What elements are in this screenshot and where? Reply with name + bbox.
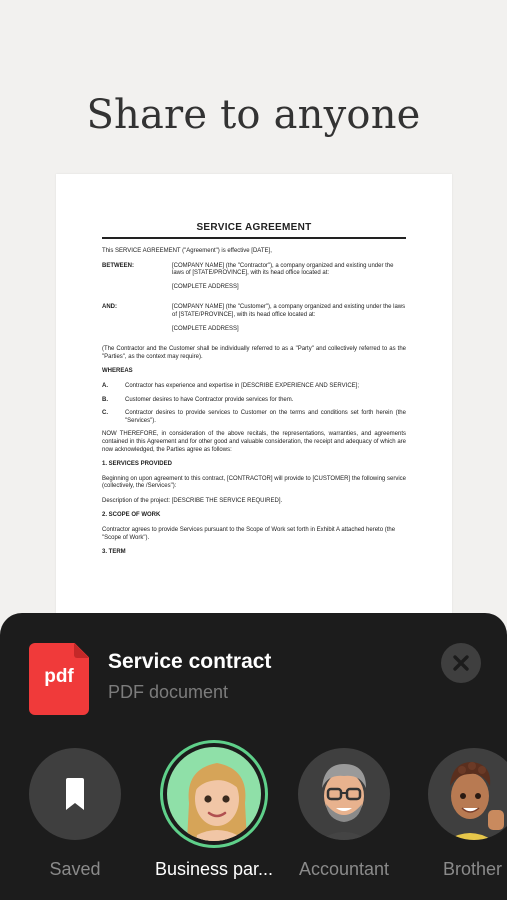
and-label: AND:: [102, 304, 117, 311]
and-address: [COMPLETE ADDRESS]: [172, 325, 239, 332]
parties-text: (The Contractor and the Customer shall be individually referred to as a "Party" and collectively referred to as the "Parties", as the context may require).: [102, 346, 406, 360]
contact-label: Saved: [49, 859, 101, 879]
file-type: PDF document: [108, 682, 229, 702]
between-label: BETWEEN:: [102, 262, 134, 269]
and-text: [COMPANY NAME] (the "Customer"), a company organized and existing under the laws of [STATE/PROVINCE], with its head office located at:: [172, 304, 406, 318]
contact-label: Business par...: [154, 859, 274, 879]
contact-saved-button[interactable]: [29, 748, 121, 840]
memoji-man-glasses-avatar: [298, 748, 390, 840]
section-1-text: Beginning on upon agreement to this contract, [CONTRACTOR] will provide to [CUSTOMER] the following service (collectively, the /Services"):: [102, 475, 406, 490]
recital-item: [102, 383, 406, 391]
avatar: [167, 747, 261, 841]
close-icon: [451, 653, 471, 673]
pdf-icon-label: pdf: [44, 666, 74, 687]
document-preview: [56, 174, 452, 644]
contact-accountant-button[interactable]: [298, 748, 390, 840]
between-row: [102, 263, 406, 298]
recital-text: Customer desires to have Contractor provide services for them.: [125, 396, 294, 403]
recital-key: C.: [102, 410, 108, 417]
section-1-description: Description of the project: [DESCRIBE THE SERVICE REQUIRED].: [102, 497, 283, 504]
recital-item: [102, 397, 406, 405]
section-2-heading: 2. SCOPE OF WORK: [102, 512, 161, 519]
memoji-woman-avatar: [167, 747, 261, 841]
between-address: [COMPLETE ADDRESS]: [172, 283, 239, 290]
and-row: [102, 304, 406, 339]
recital-text: Contractor desires to provide services to Customer on the terms and conditions set forth herein (the "Services").: [125, 410, 406, 424]
whereas-heading: WHEREAS: [102, 368, 133, 375]
bookmark-icon: [29, 748, 121, 840]
recital-key: B.: [102, 396, 108, 403]
page-headline: Share to anyone: [86, 92, 421, 138]
recital-item: [102, 410, 406, 425]
document-intro: This SERVICE AGREEMENT ("Agreement") is effective [DATE],: [102, 248, 272, 254]
recital-key: A.: [102, 382, 108, 389]
between-text: [COMPANY NAME] (the "Contractor"), a company organized and existing under the laws of [STATE/PROVINCE], with its head office located at:: [172, 262, 394, 277]
document-title: SERVICE AGREEMENT: [102, 222, 406, 239]
now-therefore-text: NOW THEREFORE, in consideration of the above recitals, the representations, warranties, and agreements contained in this Agreement and for other good and valuable consideration, the receipt and adequacy of which are now acknowledged, the Parties agree as follows:: [102, 431, 406, 453]
section-3-heading: 3. TERM: [102, 549, 126, 556]
contact-label: Brother: [443, 859, 503, 879]
section-1-heading: 1. SERVICES PROVIDED: [102, 461, 172, 468]
file-name: Service contract: [108, 650, 272, 673]
section-2-text: Contractor agrees to provide Services pursuant to the Scope of Work set forth in Exhibit A attached hereto (the "Scope of Work").: [102, 527, 396, 541]
recital-text: Contractor has experience and expertise in [DESCRIBE EXPERIENCE AND SERVICE];: [125, 382, 359, 389]
contact-label: Accountant: [298, 859, 390, 879]
contact-business-partner-button[interactable]: [160, 740, 268, 848]
close-button[interactable]: [441, 643, 481, 683]
